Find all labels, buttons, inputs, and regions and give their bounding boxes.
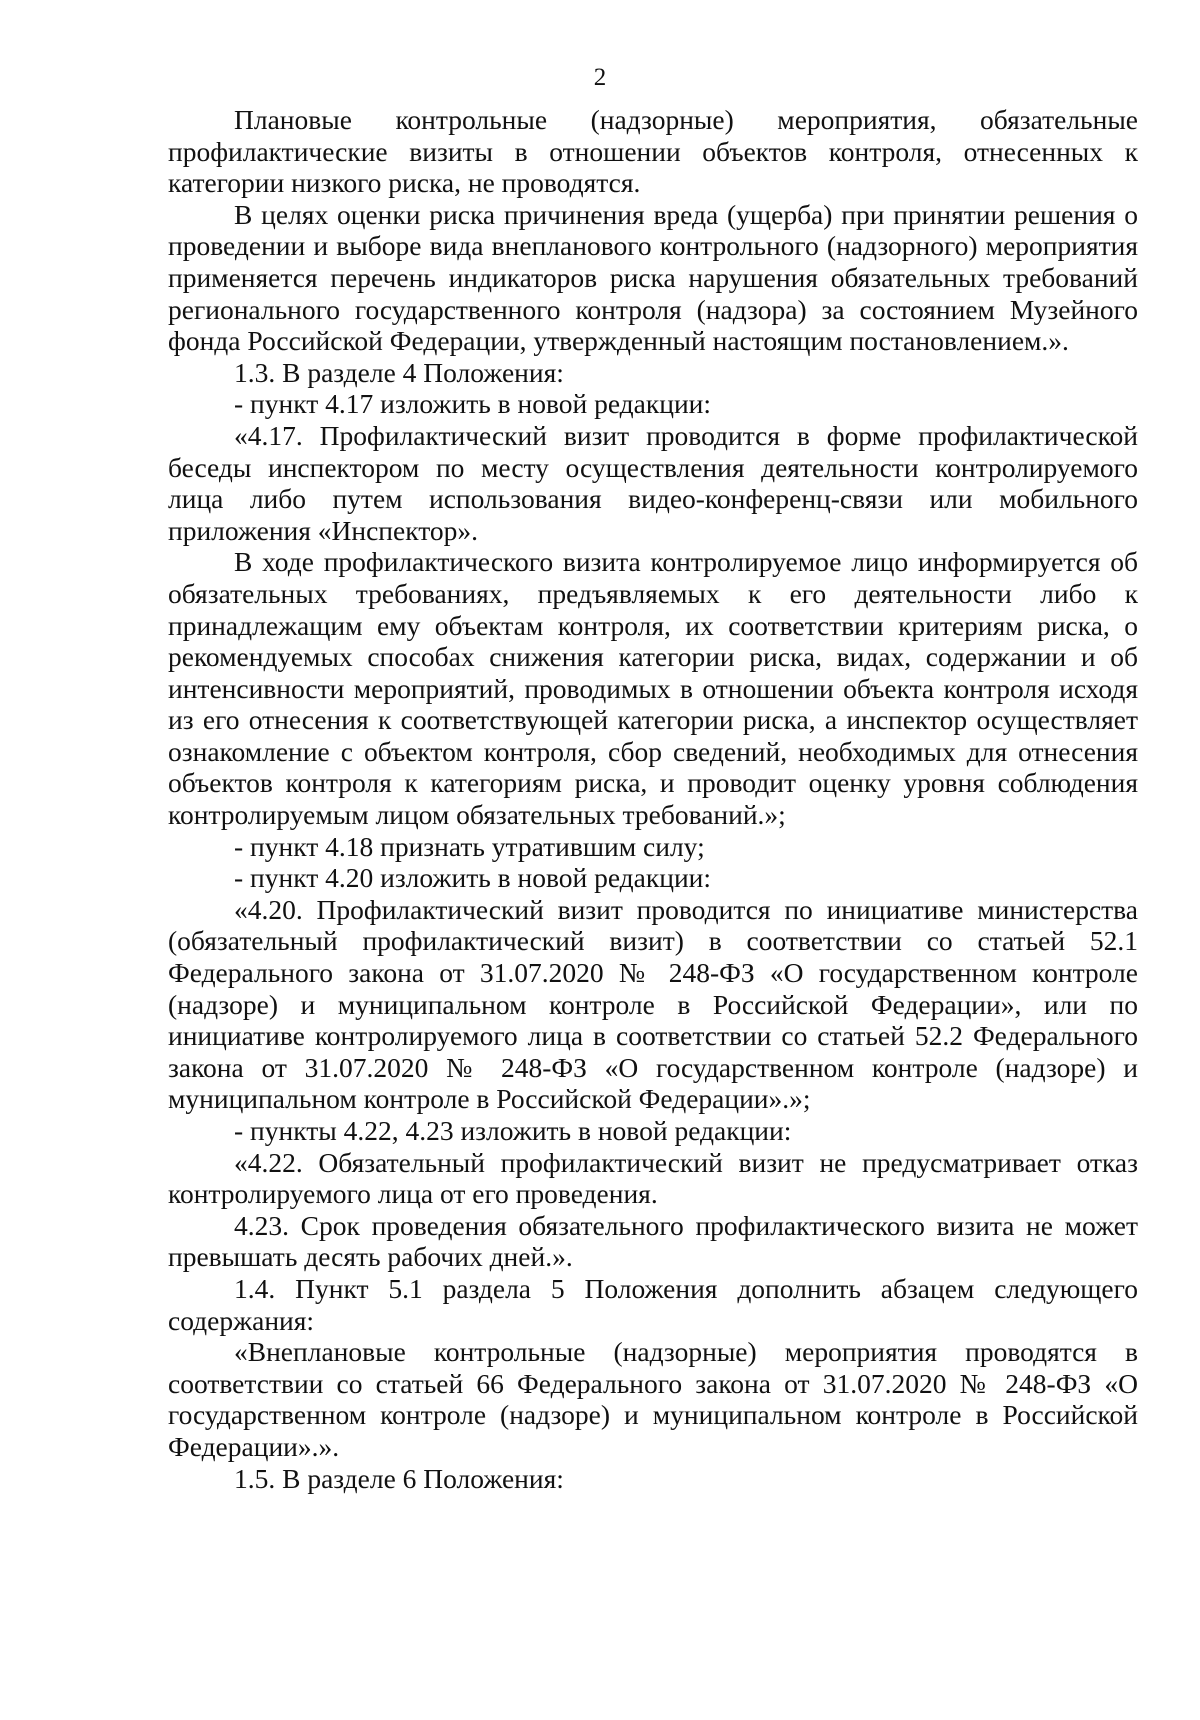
paragraph-items-4-22-4-23-instruction: - пункты 4.22, 4.23 изложить в новой редакции: <box>234 1115 792 1146</box>
paragraph-visit-information: В ходе профилактического визита контролируемое лицо информируется об обязательных требованиях, предъявляемых к его деятельности либо к принадлежащим ему объектам контроля, их соответствии критериям риска, о рекомендуемых способах снижения категории риска, видах, содержании и об интенсивности мероприятий, проводимых в отношении объекта контроля исходя из его отнесения к соответствующей категории риска, а инспектор осуществляет ознакомление с объектом контроля, сбор сведений, необходимых для отнесения объектов контроля к категориям риска, и проводит оценку уровня соблюдения контролируемым лицом обязательных требований.»; <box>168 546 1138 831</box>
paragraph-item-1-4: 1.4. Пункт 5.1 раздела 5 Положения дополнить абзацем следующего содержания: <box>168 1272 1138 1336</box>
paragraph-item-4-17-text: «4.17. Профилактический визит проводится в форме профилактической беседы инспектором по месту осуществления деятельности контролируемого лица либо путем использования видео-конференц-связи или мобильного приложения «Инспектор». <box>168 419 1138 546</box>
paragraph-section-4-heading: 1.3. В разделе 4 Положения: <box>234 356 564 388</box>
page-number: 2 <box>593 64 607 91</box>
paragraph-risk-assessment: В целях оценки риска причинения вреда (ущерба) при принятии решения о проведении и выборе вида внепланового контрольного (надзорного) мероприятия применяется перечень индикаторов риска нарушения обязательных требований регионального государственного контроля (надзора) за состоянием Музейного фонда Российской Федерации, утвержденный настоящим постановлением.». <box>168 198 1138 357</box>
paragraph-item-4-20-instruction: - пункт 4.20 изложить в новой редакции: <box>234 862 712 894</box>
paragraph-item-4-20-text: «4.20. Профилактический визит проводится по инициативе министерства (обязательный профилактический визит) в соответствии со статьей 52.1 Федерального закона от 31.07.2020 № 248-ФЗ «О государственном контроле (надзоре) и муниципальном контроле в Российской Федерации», или по инициативе контролируемого лица в соответствии со статьей 52.2 Федерального закона от 31.07.2020 № 248-ФЗ «О государственном контроле (надзоре) и муниципальном контроле в Российской Федерации».»; <box>168 893 1138 1115</box>
paragraph-planned-measures: Плановые контрольные (надзорные) мероприятия, обязательные профилактические визиты в отношении объектов контроля, отнесенных к категории низкого риска, не проводятся. <box>168 104 1138 199</box>
document-body <box>168 104 1138 1494</box>
paragraph-item-4-22-text: «4.22. Обязательный профилактический визит не предусматривает отказ контролируемого лица от его проведения. <box>168 1146 1138 1210</box>
paragraph-unplanned-measures: «Внеплановые контрольные (надзорные) мероприятия проводятся в соответствии со статьей 66 Федерального закона от 31.07.2020 № 248-ФЗ «О государственном контроле (надзоре) и муниципальном контроле в Российской Федерации».». <box>168 1336 1138 1462</box>
paragraph-item-4-18-instruction: - пункт 4.18 признать утратившим силу; <box>234 830 705 862</box>
paragraph-item-4-17-instruction: - пункт 4.17 изложить в новой редакции: <box>234 388 712 420</box>
paragraph-section-6-heading: 1.5. В разделе 6 Положения: <box>234 1462 564 1494</box>
paragraph-item-4-23-text: 4.23. Срок проведения обязательного профилактического визита не может превышать десять рабочих дней.». <box>168 1209 1138 1273</box>
